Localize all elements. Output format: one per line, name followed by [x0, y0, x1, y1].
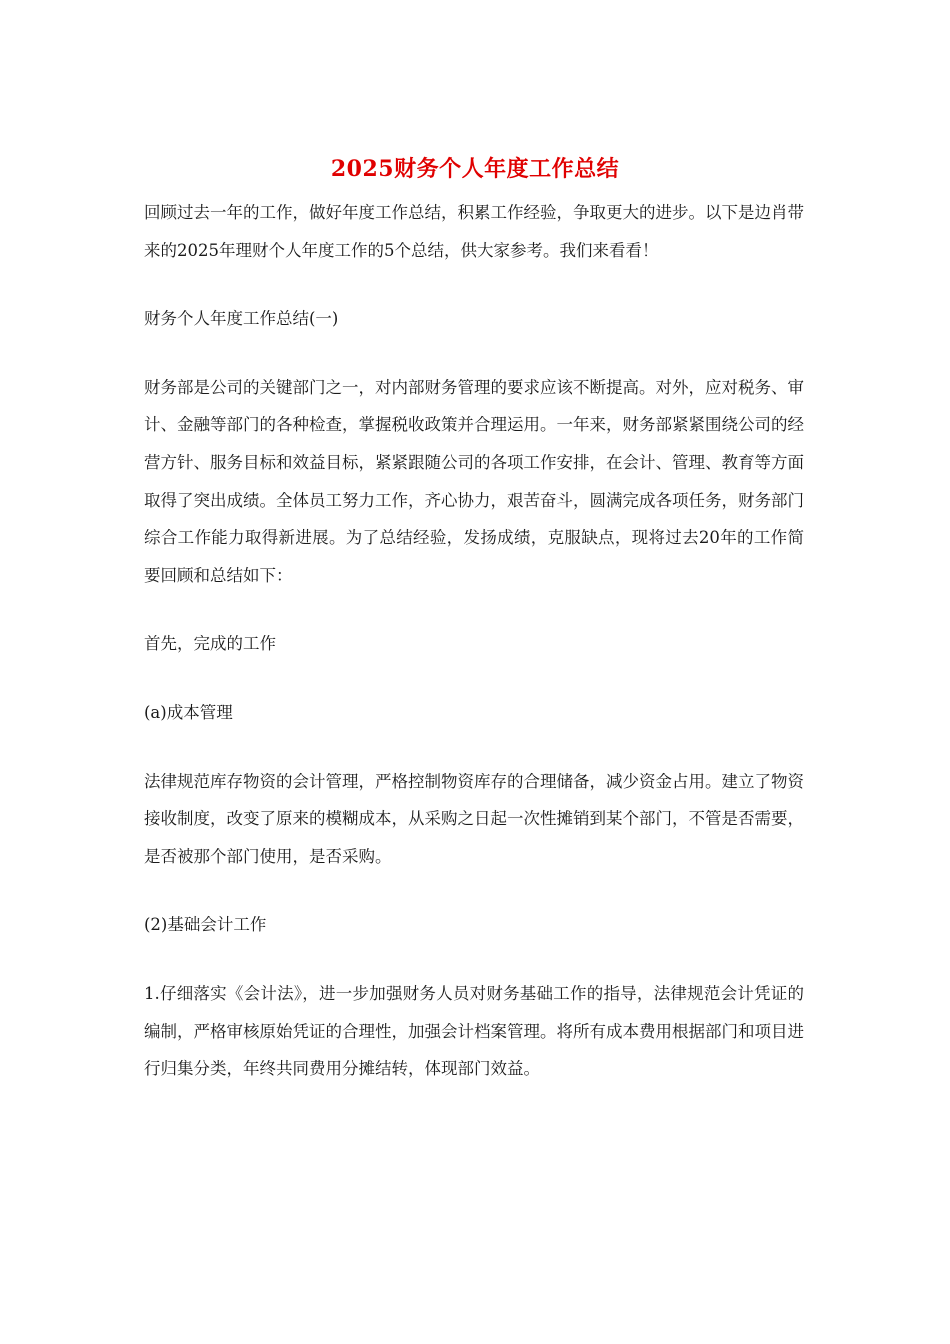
- body-paragraph: 1.仔细落实《会计法》，进一步加强财务人员对财务基础工作的指导，法律规范会计凭证的编制，严格审核原始凭证的合理性，加强会计档案管理。将所有成本费用根据部门和项目进行归集分类，年终共同费用分摊结转，体现部门效益。: [144, 983, 804, 1079]
- subsection-heading: (2)基础会计工作: [144, 915, 267, 935]
- paragraph-gap: [144, 663, 804, 694]
- body-paragraph: 法律规范库存物资的会计管理，严格控制物资库存的合理储备，减少资金占用。建立了物资接收制度，改变了原来的模糊成本，从采购之日起一次性摊销到某个部门，不管是否需要，是否被那个部门使用，是否采购。: [144, 771, 804, 866]
- paragraph-gap: [144, 338, 804, 369]
- subsection-heading: 首先，完成的工作: [144, 634, 276, 654]
- paragraph-gap: [144, 594, 804, 625]
- document-body: [144, 194, 804, 1088]
- paragraph-gap: [144, 269, 804, 300]
- document-title: 2025财务个人年度工作总结: [330, 156, 620, 182]
- paragraph-gap: [144, 875, 804, 906]
- intro-paragraph: 回顾过去一年的工作，做好年度工作总结，积累工作经验，争取更大的进步。以下是边肖带来的2025年理财个人年度工作的5个总结，供大家参考。我们来看看！: [144, 203, 804, 260]
- section-heading: 财务个人年度工作总结(一): [144, 309, 339, 329]
- body-paragraph: 财务部是公司的关键部门之一，对内部财务管理的要求应该不断提高。对外，应对税务、审计、金融等部门的各种检查，掌握税收政策并合理运用。一年来，财务部紧紧围绕公司的经营方针、服务目标和效益目标，紧紧跟随公司的各项工作安排，在会计、管理、教育等方面取得了突出成绩。全体员工努力工作，齐心协力，艰苦奋斗，圆满完成各项任务，财务部门综合工作能力取得新进展。为了总结经验，发扬成绩，克服缺点，现将过去20年的工作简要回顾和总结如下：: [144, 377, 804, 585]
- subsection-heading: (a)成本管理: [144, 702, 233, 722]
- paragraph-gap: [144, 944, 804, 975]
- paragraph-gap: [144, 732, 804, 763]
